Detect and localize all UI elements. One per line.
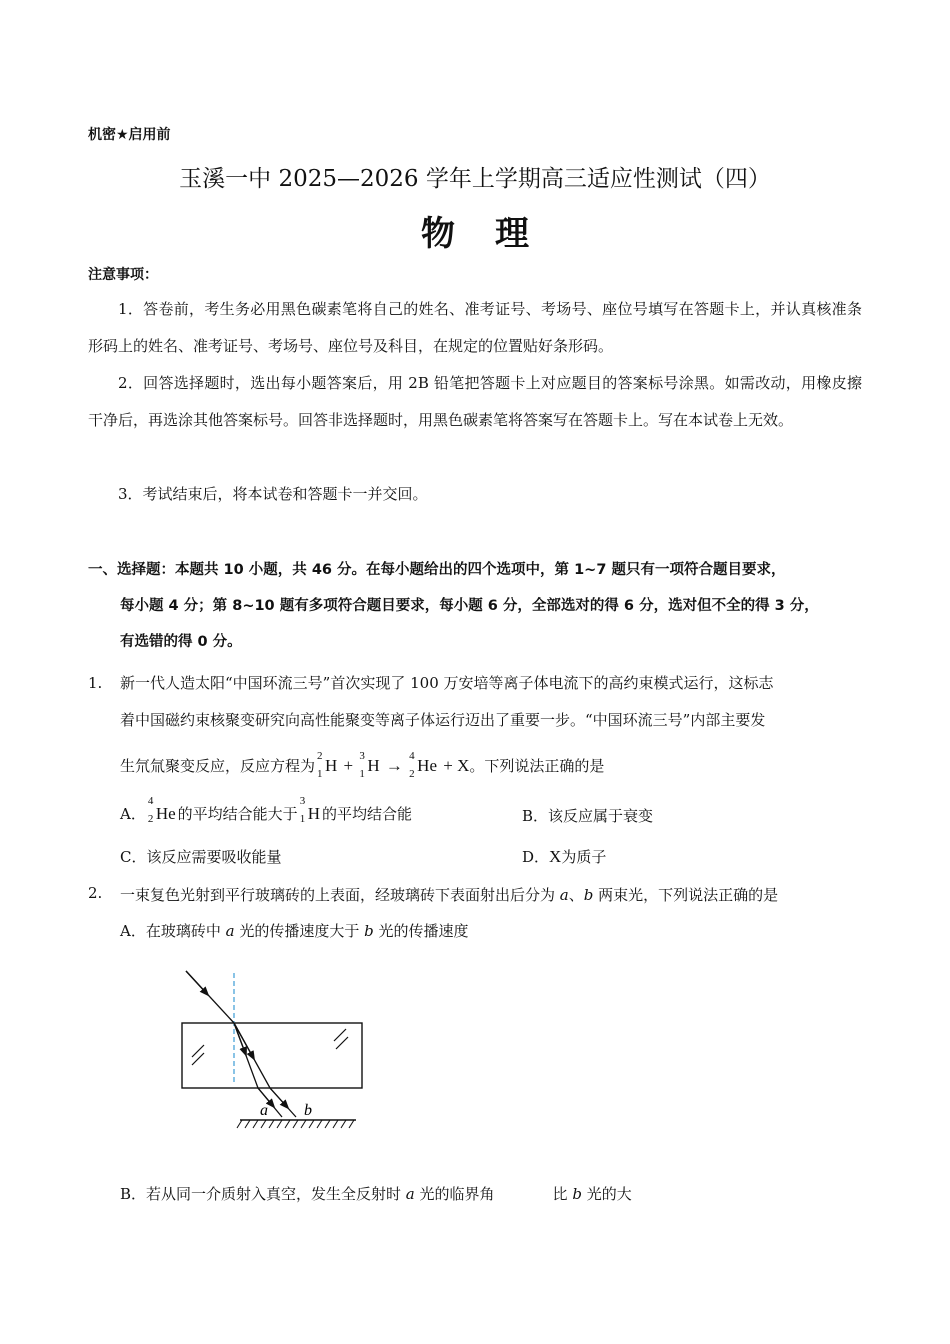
question-2-option-b[interactable]: B．若从同一介质射入真空，发生全反射时 a 光的临界角 比 b 光的大 [120, 1185, 632, 1203]
question-1-number: 1. [88, 674, 103, 692]
question-1-option-a[interactable]: A． 4 2 He 的平均结合能大于 3 1 H 的平均结合能 [120, 795, 412, 825]
confidential-mark: 机密★启用前 [88, 127, 171, 143]
question-1-line-1: 新一代人造太阳“中国环流三号”首次实现了 100 万安培等离子体电流下的高约束模式运行，这标志 [120, 674, 774, 692]
glass-hatch-left [192, 1045, 204, 1065]
question-2-number: 2. [88, 884, 103, 902]
glass-hatch-right [334, 1029, 348, 1049]
question-1-option-d[interactable]: D．X为质子 [522, 847, 607, 866]
question-1-line-2: 着中国磁约束核聚变研究向高性能聚变等离子体运行迈出了重要一步。“中国环流三号”内部主要发 [120, 711, 766, 729]
section-heading-line-3: 有选错的得 0 分。 [120, 634, 242, 650]
question-2-option-a[interactable]: A．在玻璃砖中 a 光的传播速度大于 b 光的传播速度 [120, 922, 469, 940]
question-1-option-c[interactable]: C．该反应需要吸收能量 [120, 848, 282, 866]
notice-item-3: 3．考试结束后，将本试卷和答题卡一并交回。 [118, 485, 428, 503]
section-heading-line-1: 一、选择题：本题共 10 小题，共 46 分。在每小题给出的四个选项中，第 1~7 题只有一项符合题目要求， [88, 562, 786, 578]
ground-hatch [237, 1120, 354, 1128]
notice-heading: 注意事项： [88, 267, 158, 283]
notice-item-2: 2．回答选择题时，选出每小题答案后，用 2B 铅笔把答题卡上对应题目的答案标号涂黑。如需改动，用橡皮擦干净后，再选涂其他答案标号。回答非选择题时，用黑色碳素笔将答案写在答题卡上。写在本试卷上无效。 [88, 374, 862, 429]
question-1-option-b[interactable]: B．该反应属于衰变 [522, 807, 654, 825]
question-2-stem: 一束复色光射到平行玻璃砖的上表面，经玻璃砖下表面射出后分为 a、b 两束光，下列说法正确的是 [120, 886, 779, 904]
notice-item-1: 1．答卷前，考生务必用黑色碳素笔将自己的姓名、准考证号、考场号、座位号填写在答题卡上，并认真核准条形码上的姓名、准考证号、考场号、座位号及科目，在规定的位置贴好条形码。 [88, 300, 862, 355]
reaction-equation: 2 1 H + 3 1 H → 4 2 He + X [317, 750, 470, 780]
question-1-line-3: 生氘氚聚变反应，反应方程为 2 1 H + 3 1 H → 4 2 He + X。下列说法正确的是 [120, 750, 605, 780]
exam-title: 玉溪一中 2025—2026 学年上学期高三适应性测试（四） [179, 166, 771, 192]
subject-title: 物理 [421, 214, 569, 254]
label-b: b [304, 1102, 312, 1119]
label-a: a [260, 1102, 268, 1119]
question-1-stem [120, 665, 862, 785]
section-heading-line-2: 每小题 4 分；第 8~10 题有多项符合题目要求，每小题 6 分，全部选对的得 6 分，选对但不全的得 3 分， [120, 598, 819, 614]
glass-block [182, 1023, 362, 1088]
glass-block-diagram [170, 965, 370, 1140]
section-heading [88, 552, 862, 660]
